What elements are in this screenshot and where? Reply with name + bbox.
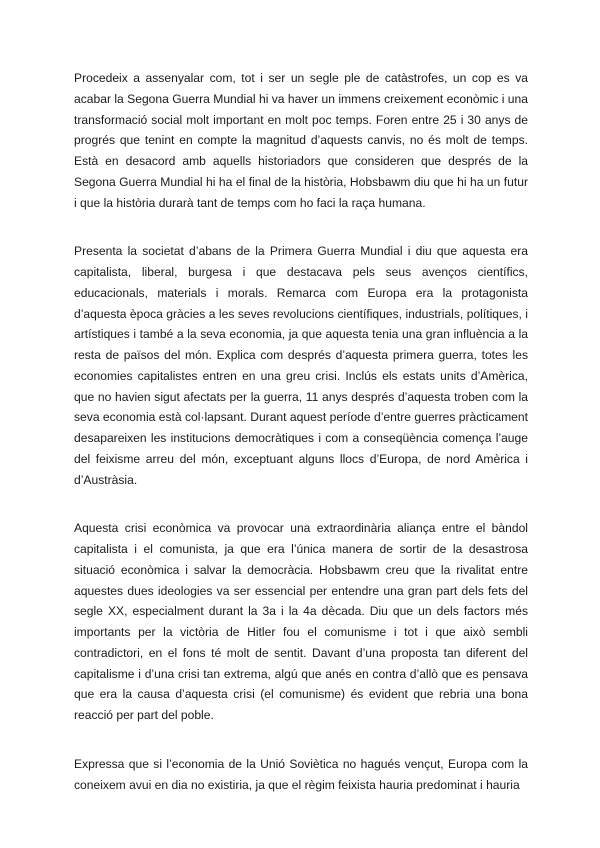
document-body [74,68,528,823]
paragraph-1: Procedeix a assenyalar com, tot i ser un segle ple de catàstrofes, un cop es va acabar la Segona Guerra Mundial hi va haver un immens creixement econòmic i una transformació social molt important en molt poc temps. Foren entre 25 i 30 anys de progrés que tenint en compte la magnitud d’aquests canvis, no és molt de temps. Està en desacord amb aquells historiadors que consideren que després de la Segona Guerra Mundial hi ha el final de la història, Hobsbawm diu que hi ha un futur i que la història durarà tant de temps com ho faci la raça humana. [74,71,528,210]
paragraph-4: Expressa que si l’economia de la Unió Soviètica no hagués vençut, Europa com la coneixem avui en dia no existiria, ja que el règim feixista hauria predominat i hauria [74,756,528,792]
paragraph-2: Presenta la societat d’abans de la Primera Guerra Mundial i diu que aquesta era capitalista, liberal, burgesa i que destacava pels seus avenços científics, educacionals, materials i morals. Remarca com Europa era la protagonista d’aquesta època gràcies a les seves revolucions científiques, industrials, polítiques, i artístiques i també a la seva economia, ja que aquesta tenia una gran influència a la resta de països del món. Explica com després d’aquesta primera guerra, totes les economies capitalistes entren en una greu crisi. Inclús els estats units d’Amèrica, que no havien sigut afectats per la guerra, 11 anys després d’aquesta troben com la seva economia està col·lapsant. Durant aquest període d’entre guerres pràcticament desapareixen les institucions democràtiques i com a conseqüència comença l’auge del feixisme arreu del món, exceptuant alguns llocs d’Europa, de nord Amèrica i d’Austràsia. [74,244,528,487]
paragraph-3: Aquesta crisi econòmica va provocar una extraordinària aliança entre el bàndol capitalista i el comunista, ja que era l’única manera de sortir de la desastrosa situació econòmica i salvar la democràcia. Hobsbawm creu que la rivalitat entre aquestes dues ideologies va ser essencial per entendre una gran part dels fets del segle XX, especialment durant la 3a i la 4a dècada. Diu que un dels factors més importants per la victòria de Hitler fou el comunisme i tot i que això sembli contradictori, en el fons té molt de sentit. Davant d’una proposta tan diferent del capitalisme i d’una crisi tan extrema, algú que anés en contra d’allò que es pensava que era la causa d’aquesta crisi (el comunisme) és evident que rebria una bona reacció per part del poble. [74,521,528,722]
